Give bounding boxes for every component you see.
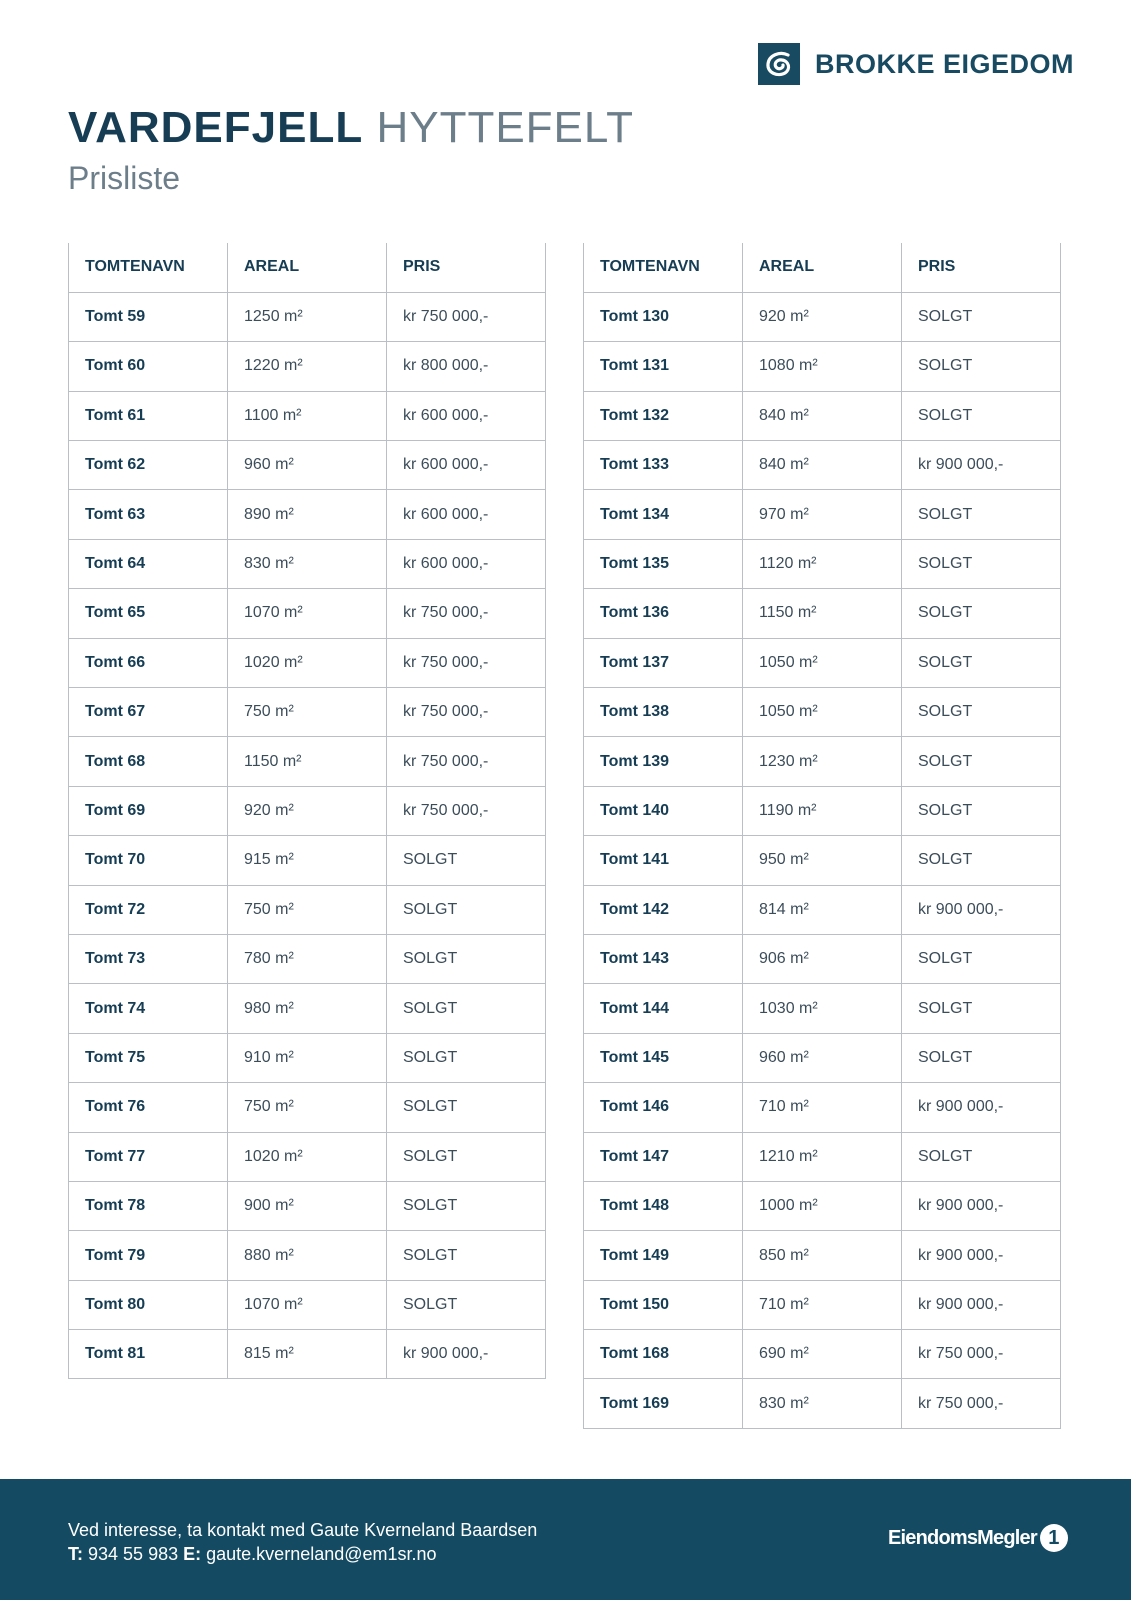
- areal-cell: 814 m²: [743, 885, 902, 934]
- tomt-name-cell: Tomt 130: [584, 292, 743, 341]
- tomt-name-cell: Tomt 146: [584, 1083, 743, 1132]
- areal-cell: 815 m²: [228, 1330, 387, 1379]
- table-row: [584, 589, 1061, 638]
- table-row: [584, 934, 1061, 983]
- price-table-left: [68, 243, 546, 1379]
- table-row: [584, 786, 1061, 835]
- tomt-name-cell: Tomt 68: [69, 737, 228, 786]
- tomt-name-cell: Tomt 72: [69, 885, 228, 934]
- areal-cell: 960 m²: [743, 1033, 902, 1082]
- brand-name: BROKKE EIGEDOM: [815, 48, 1075, 79]
- areal-cell: 830 m²: [228, 539, 387, 588]
- table-header-row: [584, 243, 1061, 292]
- pris-cell: kr 900 000,-: [902, 1181, 1061, 1230]
- table-row: [69, 638, 546, 687]
- tomt-name-cell: Tomt 136: [584, 589, 743, 638]
- areal-cell: 1050 m²: [743, 688, 902, 737]
- table-row: [69, 490, 546, 539]
- eiendomsmegler-logo: [888, 1524, 1068, 1552]
- areal-cell: 960 m²: [228, 441, 387, 490]
- tomt-name-cell: Tomt 62: [69, 441, 228, 490]
- areal-cell: 1070 m²: [228, 1280, 387, 1329]
- title-light: HYTTEFELT: [376, 103, 634, 152]
- areal-cell: 690 m²: [743, 1330, 902, 1379]
- areal-cell: 1100 m²: [228, 391, 387, 440]
- tomt-name-cell: Tomt 150: [584, 1280, 743, 1329]
- table-row: [69, 786, 546, 835]
- areal-cell: 1220 m²: [228, 342, 387, 391]
- table-row: [584, 441, 1061, 490]
- pris-cell: SOLGT: [387, 1181, 546, 1230]
- eiendomsmegler-logo-text: EiendomsMegler: [888, 1526, 1037, 1549]
- areal-cell: 915 m²: [228, 836, 387, 885]
- column-header-pris: PRIS: [902, 243, 1061, 292]
- pris-cell: kr 600 000,-: [387, 441, 546, 490]
- pris-cell: kr 750 000,-: [387, 786, 546, 835]
- tomt-name-cell: Tomt 73: [69, 934, 228, 983]
- contact-details: [68, 1544, 437, 1565]
- table-row: [584, 1083, 1061, 1132]
- pris-cell: SOLGT: [902, 342, 1061, 391]
- pris-cell: SOLGT: [902, 688, 1061, 737]
- table-header-row: [69, 243, 546, 292]
- table-row: [69, 292, 546, 341]
- pris-cell: kr 750 000,-: [387, 737, 546, 786]
- pris-cell: SOLGT: [387, 1033, 546, 1082]
- pris-cell: kr 600 000,-: [387, 490, 546, 539]
- table-row: [69, 589, 546, 638]
- email-address[interactable]: gaute.kverneland@em1sr.no: [206, 1544, 437, 1564]
- areal-cell: 840 m²: [743, 391, 902, 440]
- tomt-name-cell: Tomt 149: [584, 1231, 743, 1280]
- areal-cell: 750 m²: [228, 1083, 387, 1132]
- areal-cell: 1050 m²: [743, 638, 902, 687]
- pris-cell: SOLGT: [902, 391, 1061, 440]
- brokke-swirl-icon: [758, 43, 800, 85]
- areal-cell: 920 m²: [228, 786, 387, 835]
- areal-cell: 980 m²: [228, 984, 387, 1033]
- tomt-name-cell: Tomt 59: [69, 292, 228, 341]
- tomt-name-cell: Tomt 131: [584, 342, 743, 391]
- tomt-name-cell: Tomt 77: [69, 1132, 228, 1181]
- table-row: [69, 1132, 546, 1181]
- table-row: [69, 1231, 546, 1280]
- pris-cell: SOLGT: [902, 539, 1061, 588]
- pris-cell: SOLGT: [387, 1280, 546, 1329]
- tomt-name-cell: Tomt 145: [584, 1033, 743, 1082]
- tomt-name-cell: Tomt 61: [69, 391, 228, 440]
- column-header-tomtenavn: TOMTENAVN: [584, 243, 743, 292]
- table-row: [69, 934, 546, 983]
- pris-cell: SOLGT: [387, 1083, 546, 1132]
- pris-cell: SOLGT: [902, 1033, 1061, 1082]
- areal-cell: 710 m²: [743, 1280, 902, 1329]
- pris-cell: SOLGT: [902, 984, 1061, 1033]
- tomt-name-cell: Tomt 142: [584, 885, 743, 934]
- price-table-right: [583, 243, 1061, 1429]
- areal-cell: 1210 m²: [743, 1132, 902, 1181]
- table-row: [584, 984, 1061, 1033]
- footer: [0, 1479, 1131, 1600]
- tomt-name-cell: Tomt 139: [584, 737, 743, 786]
- table-row: [584, 1379, 1061, 1428]
- areal-cell: 900 m²: [228, 1181, 387, 1230]
- pris-cell: SOLGT: [387, 836, 546, 885]
- tomt-name-cell: Tomt 168: [584, 1330, 743, 1379]
- table-row: [584, 737, 1061, 786]
- contact-text: Ved interesse, ta kontakt med Gaute Kverneland Baardsen: [68, 1520, 538, 1540]
- pris-cell: SOLGT: [902, 490, 1061, 539]
- tomt-name-cell: Tomt 70: [69, 836, 228, 885]
- pris-cell: kr 600 000,-: [387, 539, 546, 588]
- areal-cell: 850 m²: [743, 1231, 902, 1280]
- tomt-name-cell: Tomt 69: [69, 786, 228, 835]
- table-row: [69, 1280, 546, 1329]
- pris-cell: SOLGT: [387, 934, 546, 983]
- areal-cell: 910 m²: [228, 1033, 387, 1082]
- pris-cell: kr 750 000,-: [902, 1330, 1061, 1379]
- pris-cell: kr 900 000,-: [387, 1330, 546, 1379]
- tomt-name-cell: Tomt 135: [584, 539, 743, 588]
- tomt-name-cell: Tomt 143: [584, 934, 743, 983]
- tomt-name-cell: Tomt 137: [584, 638, 743, 687]
- table-row: [584, 490, 1061, 539]
- table-row: [69, 1181, 546, 1230]
- tomt-name-cell: Tomt 148: [584, 1181, 743, 1230]
- areal-cell: 830 m²: [743, 1379, 902, 1428]
- column-header-pris: PRIS: [387, 243, 546, 292]
- areal-cell: 1020 m²: [228, 638, 387, 687]
- table-row: [69, 342, 546, 391]
- table-row: [584, 342, 1061, 391]
- tomt-name-cell: Tomt 79: [69, 1231, 228, 1280]
- table-row: [69, 688, 546, 737]
- pris-cell: kr 750 000,-: [387, 638, 546, 687]
- tomt-name-cell: Tomt 140: [584, 786, 743, 835]
- eiendomsmegler-1-icon: 1: [1040, 1524, 1068, 1552]
- areal-cell: 710 m²: [743, 1083, 902, 1132]
- pris-cell: kr 900 000,-: [902, 441, 1061, 490]
- pris-cell: SOLGT: [387, 984, 546, 1033]
- page-subtitle: Prisliste: [68, 160, 181, 196]
- email-label: E:: [183, 1544, 202, 1564]
- tomt-name-cell: Tomt 169: [584, 1379, 743, 1428]
- areal-cell: 1080 m²: [743, 342, 902, 391]
- areal-cell: 750 m²: [228, 885, 387, 934]
- table-row: [584, 1181, 1061, 1230]
- areal-cell: 750 m²: [228, 688, 387, 737]
- table-row: [69, 737, 546, 786]
- title-bold: VARDEFJELL: [68, 103, 364, 152]
- tomt-name-cell: Tomt 141: [584, 836, 743, 885]
- pris-cell: kr 900 000,-: [902, 885, 1061, 934]
- areal-cell: 1150 m²: [743, 589, 902, 638]
- tomt-name-cell: Tomt 134: [584, 490, 743, 539]
- tomt-name-cell: Tomt 75: [69, 1033, 228, 1082]
- areal-cell: 950 m²: [743, 836, 902, 885]
- page-title: [68, 103, 634, 153]
- areal-cell: 840 m²: [743, 441, 902, 490]
- pris-cell: SOLGT: [902, 1132, 1061, 1181]
- table-row: [69, 836, 546, 885]
- table-row: [69, 1330, 546, 1379]
- areal-cell: 1230 m²: [743, 737, 902, 786]
- table-row: [584, 1231, 1061, 1280]
- table-row: [584, 885, 1061, 934]
- column-header-tomtenavn: TOMTENAVN: [69, 243, 228, 292]
- areal-cell: 1000 m²: [743, 1181, 902, 1230]
- tomt-name-cell: Tomt 78: [69, 1181, 228, 1230]
- pris-cell: kr 900 000,-: [902, 1231, 1061, 1280]
- table-row: [69, 441, 546, 490]
- phone-label: T:: [68, 1544, 83, 1564]
- areal-cell: 1020 m²: [228, 1132, 387, 1181]
- areal-cell: 920 m²: [743, 292, 902, 341]
- pris-cell: SOLGT: [387, 1132, 546, 1181]
- table-row: [584, 836, 1061, 885]
- column-header-areal: AREAL: [228, 243, 387, 292]
- table-row: [69, 1083, 546, 1132]
- table-row: [584, 539, 1061, 588]
- tomt-name-cell: Tomt 66: [69, 638, 228, 687]
- tomt-name-cell: Tomt 74: [69, 984, 228, 1033]
- tomt-name-cell: Tomt 81: [69, 1330, 228, 1379]
- table-row: [584, 1280, 1061, 1329]
- tomt-name-cell: Tomt 147: [584, 1132, 743, 1181]
- pris-cell: kr 800 000,-: [387, 342, 546, 391]
- tomt-name-cell: Tomt 133: [584, 441, 743, 490]
- tomt-name-cell: Tomt 64: [69, 539, 228, 588]
- pris-cell: kr 750 000,-: [902, 1379, 1061, 1428]
- table-row: [69, 539, 546, 588]
- areal-cell: 1150 m²: [228, 737, 387, 786]
- pris-cell: kr 900 000,-: [902, 1083, 1061, 1132]
- areal-cell: 780 m²: [228, 934, 387, 983]
- table-row: [584, 638, 1061, 687]
- table-row: [69, 885, 546, 934]
- pris-cell: SOLGT: [902, 786, 1061, 835]
- table-row: [584, 292, 1061, 341]
- areal-cell: 970 m²: [743, 490, 902, 539]
- pris-cell: kr 900 000,-: [902, 1280, 1061, 1329]
- areal-cell: 1190 m²: [743, 786, 902, 835]
- pris-cell: kr 600 000,-: [387, 391, 546, 440]
- pris-cell: kr 750 000,-: [387, 589, 546, 638]
- pris-cell: kr 750 000,-: [387, 292, 546, 341]
- tomt-name-cell: Tomt 63: [69, 490, 228, 539]
- tomt-name-cell: Tomt 65: [69, 589, 228, 638]
- areal-cell: 890 m²: [228, 490, 387, 539]
- areal-cell: 1120 m²: [743, 539, 902, 588]
- pris-cell: SOLGT: [902, 836, 1061, 885]
- table-row: [584, 1033, 1061, 1082]
- pris-cell: kr 750 000,-: [387, 688, 546, 737]
- brokke-eigedom-logo: [758, 43, 1074, 85]
- tomt-name-cell: Tomt 138: [584, 688, 743, 737]
- table-row: [584, 391, 1061, 440]
- table-row: [584, 688, 1061, 737]
- areal-cell: 906 m²: [743, 934, 902, 983]
- phone-number[interactable]: 934 55 983: [88, 1544, 179, 1564]
- table-row: [584, 1132, 1061, 1181]
- pris-cell: SOLGT: [902, 737, 1061, 786]
- tomt-name-cell: Tomt 67: [69, 688, 228, 737]
- pris-cell: SOLGT: [387, 1231, 546, 1280]
- pris-cell: SOLGT: [902, 638, 1061, 687]
- tomt-name-cell: Tomt 60: [69, 342, 228, 391]
- pris-cell: SOLGT: [902, 934, 1061, 983]
- areal-cell: 880 m²: [228, 1231, 387, 1280]
- areal-cell: 1070 m²: [228, 589, 387, 638]
- table-row: [69, 391, 546, 440]
- pris-cell: SOLGT: [902, 589, 1061, 638]
- pris-cell: SOLGT: [387, 885, 546, 934]
- areal-cell: 1250 m²: [228, 292, 387, 341]
- table-row: [584, 1330, 1061, 1379]
- column-header-areal: AREAL: [743, 243, 902, 292]
- tomt-name-cell: Tomt 144: [584, 984, 743, 1033]
- pris-cell: SOLGT: [902, 292, 1061, 341]
- tomt-name-cell: Tomt 132: [584, 391, 743, 440]
- areal-cell: 1030 m²: [743, 984, 902, 1033]
- tomt-name-cell: Tomt 80: [69, 1280, 228, 1329]
- table-row: [69, 1033, 546, 1082]
- table-row: [69, 984, 546, 1033]
- tomt-name-cell: Tomt 76: [69, 1083, 228, 1132]
